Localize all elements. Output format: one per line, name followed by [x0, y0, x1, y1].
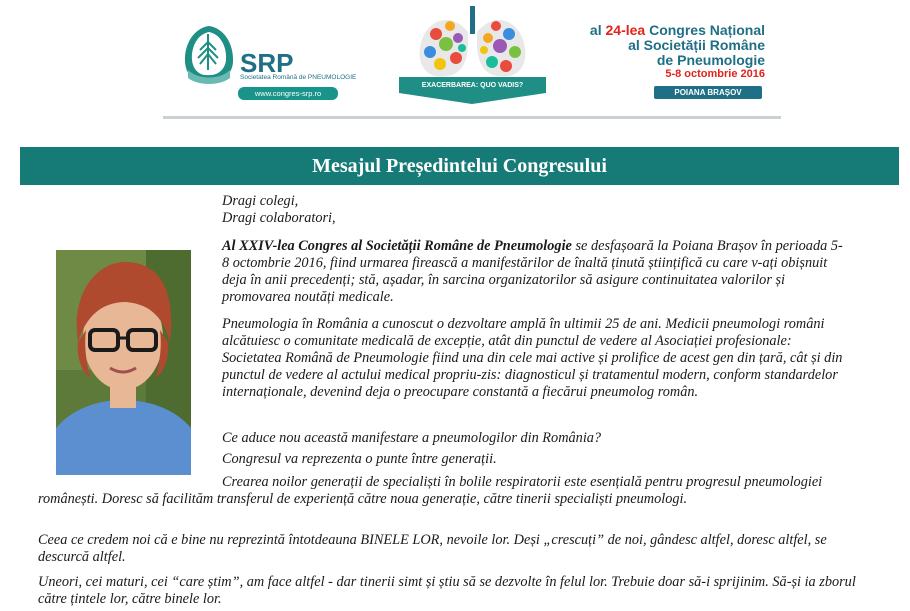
- ribbon-text: EXACERBAREA: QUO VADIS?: [421, 82, 524, 89]
- congress-title: al 24-lea Congres Național al Societății Române de Pneumologie: [589, 22, 765, 68]
- header-divider: [163, 116, 781, 119]
- page-title: Mesajul Președintelui Congresului: [20, 147, 899, 185]
- letter-paragraph-2: Pneumologia în România a cunoscut o dezvoltare amplă în ultimii 25 de ani. Medicii pneumologi români alcătuiesc o comunitate medicală de excepție, atât din punctul de vedere al Asociației profesionale: Societatea Română de Pneumologie fiind una din cele mai active și prolifice de acest gen din țară, cât și din punctul de vedere al actului medical propriu-zis: diagnosticul și tratamentul modern, conform standardelor internaționale, devenind deja o preocupare constantă a fiecărui pneumolog român.: [222, 316, 843, 400]
- president-photo: [56, 250, 191, 475]
- letter-paragraph-5: Crearea noilor generații de specialiști în bolile respiratorii este esențială pentru progresul pneumologiei românești. Doresc să facilităm transferul de experiență către noua generație, către tinerii specialiști pneumologi.: [38, 474, 823, 507]
- letter-paragraph-6: Ceea ce credem noi că e bine nu reprezintă întotdeauna BINELE LOR, nevoile lor. Deși „crescuți” de noi, gândesc altfel, doresc altfel, se descurcă altfel.: [38, 532, 827, 565]
- congress-dates: 5-8 octombrie 2016: [665, 68, 765, 80]
- letter-paragraph-3: Ce aduce nou această manifestare a pneumologilor din România?: [222, 430, 602, 446]
- greeting-collaborators: Dragi colaboratori,: [222, 210, 336, 226]
- lungs-icon: [410, 4, 535, 84]
- congress-header: [0, 0, 910, 125]
- letter-paragraph-1: Al XXIV-lea Congres al Societății Române de Pneumologie se desfașoară la Poiana Brașov în perioada 5-8 octombrie 2016, fiind urmarea firească a manifestărilor de înaltă ținută științifică cu care v-ați obișnuit deja în anii precedenți; stă, așadar, în sarcina organizatorilor să asigure continuitatea valorilor și promovarea noutăți medicale.: [222, 238, 843, 305]
- letter-paragraph-4: Congresul va reprezenta o punte între generații.: [222, 451, 497, 467]
- congress-website-link[interactable]: www.congres-srp.ro: [238, 87, 338, 100]
- congress-location-badge: POIANA BRAȘOV: [654, 86, 762, 99]
- congress-name: Al XXIV-lea Congres al Societății Române de Pneumologie: [222, 238, 572, 254]
- letter-paragraph-7: Uneori, cei maturi, cei “care știm”, am face altfel - dar tinerii simt și știu să se dezvolte în felul lor. Trebuie doar să-i sprijinim. Să-și ia zborul către țintele lor, către binele lor.: [38, 574, 856, 607]
- srp-logo-text: SRP: [240, 48, 294, 78]
- greeting-colleagues: Dragi colegi,: [222, 193, 299, 209]
- srp-lung-logo-icon: [180, 20, 238, 88]
- srp-logo-subtitle: Societatea Română de PNEUMOLOGIE: [240, 74, 357, 81]
